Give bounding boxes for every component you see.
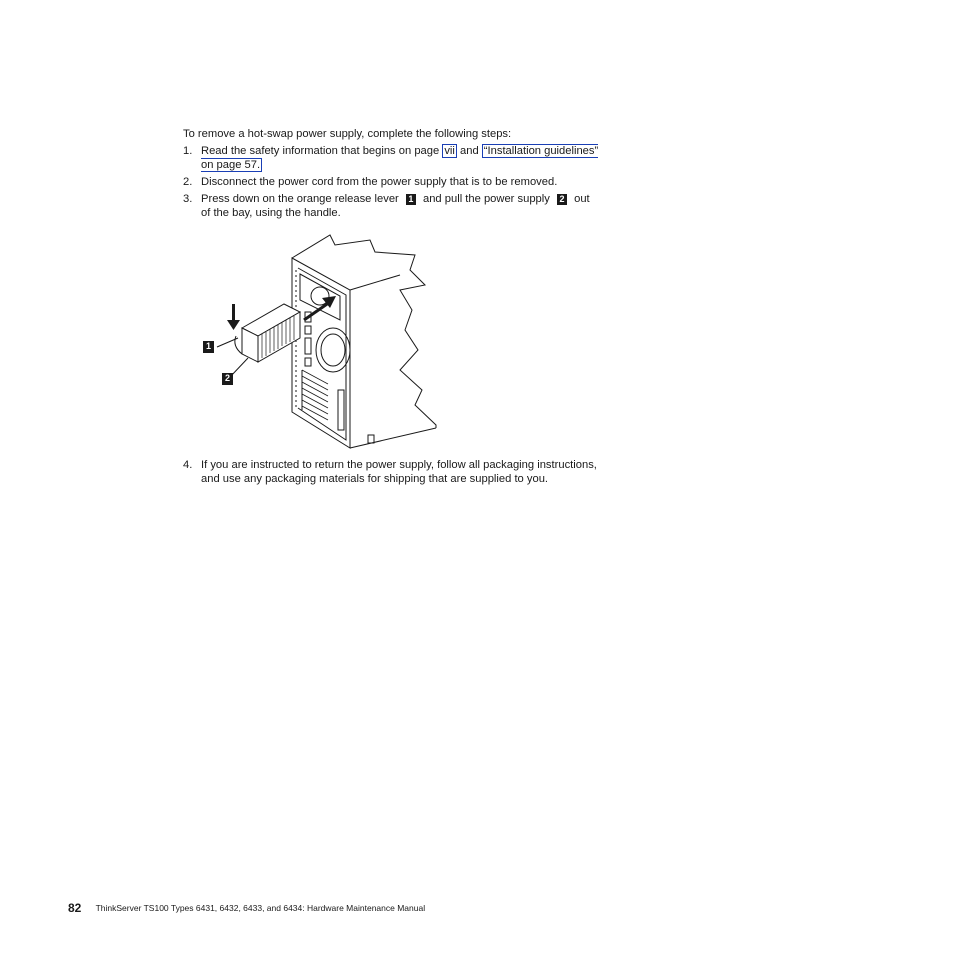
page-number: 82 bbox=[68, 901, 82, 915]
server-illustration bbox=[200, 230, 460, 455]
link-installation-guidelines[interactable]: “Installation guidelines” on page 57. bbox=[201, 145, 599, 171]
step-text: Disconnect the power cord from the power supply that is to be removed. bbox=[201, 176, 558, 188]
step-text: and bbox=[460, 145, 479, 157]
step-text: Press down on the orange release lever bbox=[201, 193, 399, 205]
step-number: 4. bbox=[183, 459, 193, 471]
step-text: and pull the power supply bbox=[422, 193, 550, 205]
step-text: Read the safety information that begins on page bbox=[201, 145, 440, 157]
step-number: 2. bbox=[183, 176, 193, 188]
step-text: If you are instructed to return the power supply, follow all packaging instructions, bbox=[201, 459, 597, 471]
figure-callout-1: 1 bbox=[203, 341, 214, 353]
page-footer bbox=[68, 902, 425, 914]
step-3 bbox=[183, 192, 613, 220]
step-number: 3. bbox=[183, 193, 193, 205]
intro-paragraph: To remove a hot-swap power supply, complete the following steps: bbox=[183, 128, 512, 140]
callout-2: 2 bbox=[557, 194, 567, 205]
manual-title: ThinkServer TS100 Types 6431, 6432, 6433, and 6434: Hardware Maintenance Manual bbox=[95, 903, 426, 913]
step-text: out bbox=[574, 193, 590, 205]
step-text: and use any packaging materials for shipping that are supplied to you. bbox=[201, 473, 549, 485]
step-1 bbox=[183, 144, 613, 172]
step-number: 1. bbox=[183, 145, 193, 157]
callout-1: 1 bbox=[406, 194, 416, 205]
figure-callout-2: 2 bbox=[222, 373, 233, 385]
step-2 bbox=[183, 175, 613, 189]
step-4 bbox=[183, 458, 613, 486]
power-supply-removal-figure bbox=[200, 230, 460, 455]
link-page-vii[interactable]: vii bbox=[444, 145, 455, 157]
step-text: of the bay, using the handle. bbox=[201, 207, 341, 219]
